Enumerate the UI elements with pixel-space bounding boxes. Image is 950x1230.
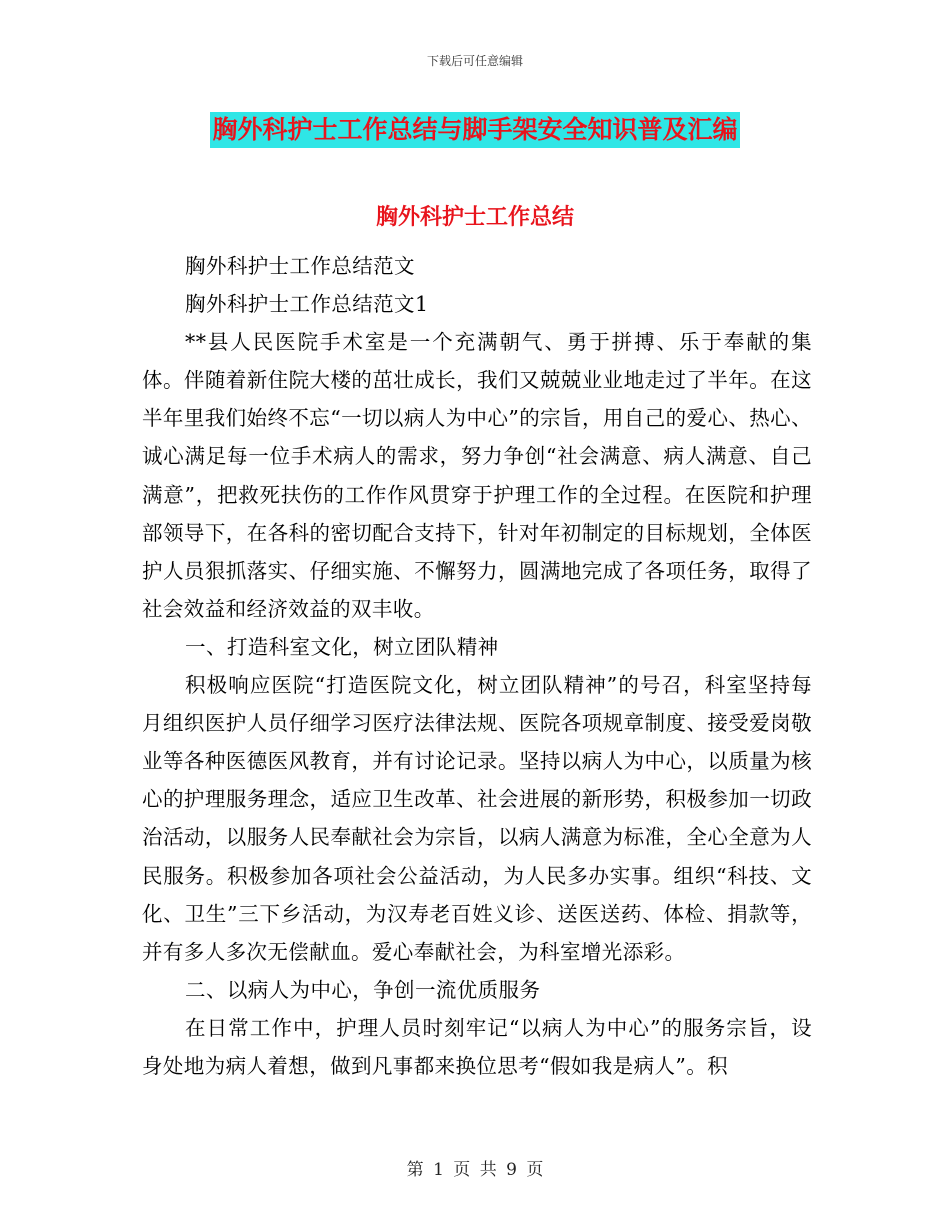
paragraph-section-two: 在日常工作中，护理人员时刻牢记“以病人为中心”的服务宗旨，设身处地为病人着想，做到凡事都来换位思考“假如我是病人”。积 <box>142 1015 812 1078</box>
page-header-note: 下载后可任意编辑 <box>426 54 523 68</box>
document-body <box>142 247 812 1085</box>
document-title-container <box>0 112 950 148</box>
document-title: 胸外科护士工作总结与脚手架安全知识普及汇编 <box>210 112 739 148</box>
paragraph-intro: **县人民医院手术室是一个充满朝气、勇于拼搏、乐于奉献的集体。伴随着新住院大楼的茁壮成长，我们又兢兢业业地走过了半年。在这半年里我们始终不忘“一切以病人为中心”的宗旨，用自己的爱心、热心、诚心满足每一位手术病人的需求，努力争创“社会满意、病人满意、自己满意”，把救死扶伤的工作作风贯穿于护理工作的全过程。在医院和护理部领导下，在各科的密切配合支持下，针对年初制定的目标规划，全体医护人员狠抓落实、仔细实施、不懈努力，圆满地完成了各项任务，取得了社会效益和经济效益的双丰收。 <box>142 330 812 621</box>
heading-section-one: 一、打造科室文化，树立团队精神 <box>185 634 499 659</box>
page-number: 第 1 页 共 9 页 <box>406 1160 544 1180</box>
paragraph-subtitle-numbered: 胸外科护士工作总结范文1 <box>185 292 429 317</box>
paragraph-subtitle: 胸外科护士工作总结范文 <box>185 254 415 278</box>
heading-section-two: 二、以病人为中心，争创一流优质服务 <box>185 977 541 1002</box>
section-title: 胸外科护士工作总结 <box>375 204 574 230</box>
paragraph-section-one: 积极响应医院“打造医院文化，树立团队精神”的号召，科室坚持每月组织医护人员仔细学习医疗法律法规、医院各项规章制度、接受爱岗敬业等各种医德医风教育，并有讨论记录。坚持以病人为中心，以质量为核心的护理服务理念，适应卫生改革、社会进展的新形势，积极参加一切政治活动，以服务人民奉献社会为宗旨，以病人满意为标准，全心全意为人民服务。积极参加各项社会公益活动，为人民多办实事。组织“科技、文化、卫生”三下乡活动，为汉寿老百姓义诊、送医送药、体检、捐款等，并有多人多次无偿献血。爱心奉献社会，为科室增光添彩。 <box>142 673 812 964</box>
